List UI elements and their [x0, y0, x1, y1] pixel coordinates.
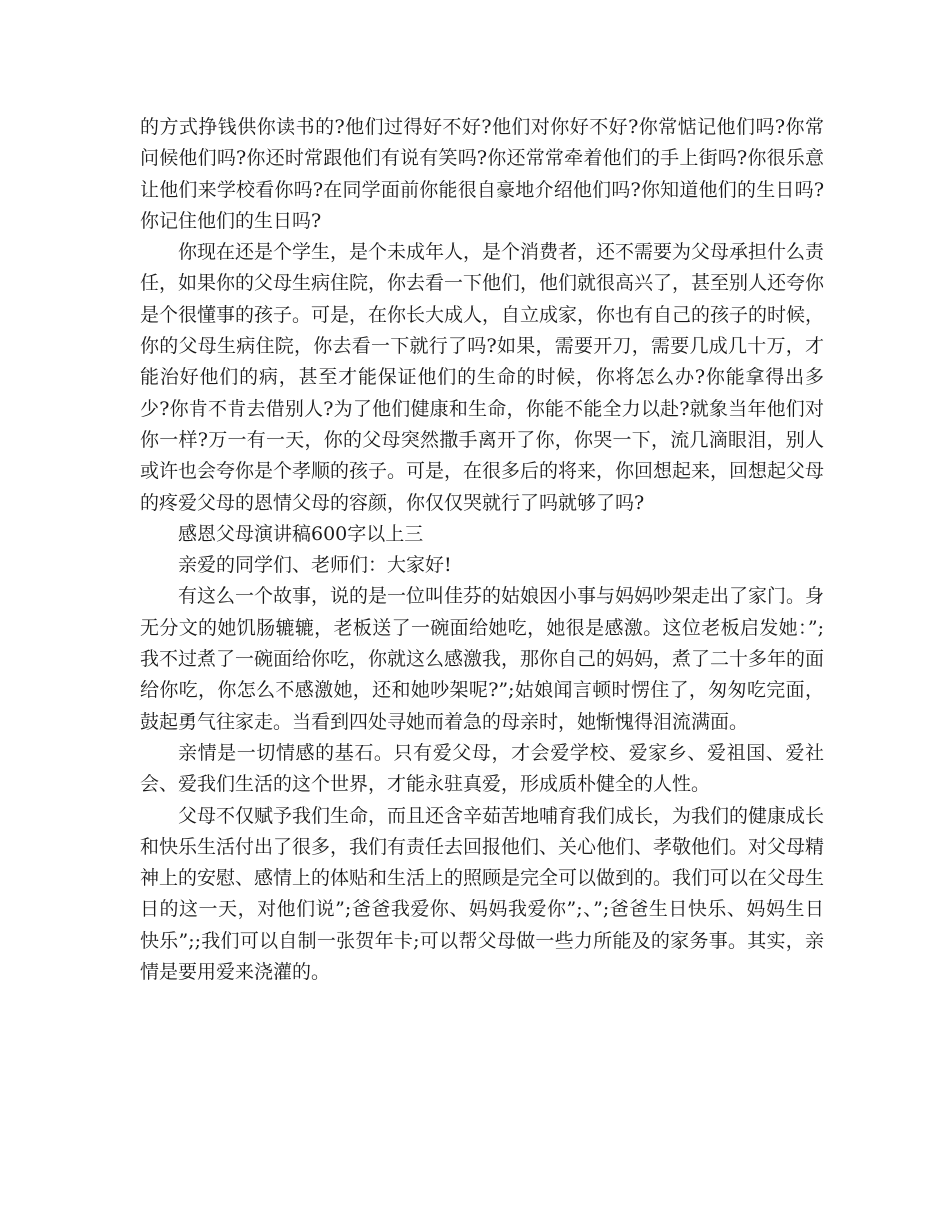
paragraph-continuation: 的方式挣钱供你读书的?他们过得好不好?他们对你好不好?你常惦记他们吗?你常问候他们吗?你还时常跟他们有说有笑吗?你还常常牵着他们的手上街吗?你很乐意让他们来学校看你吗?在同学面前你能很自豪地介绍他们吗?你知道他们的生日吗?你记住他们的生日吗? [140, 116, 824, 232]
paragraph-story: 有这么一个故事，说的是一位叫佳芬的姑娘因小事与妈妈吵架走出了家门。身无分文的她饥肠辘辘，老板送了一碗面给她吃，她很是感激。这位老板启发她：”;我不过煮了一碗面给你吃，你就这么感激我，那你自己的妈妈，煮了二十多年的面给你吃，你怎么不感激她，还和她吵架呢?”;姑娘闻言顿时愣住了，匆匆吃完面，鼓起勇气往家走。当看到四处寻她而着急的母亲时，她惭愧得泪流满面。 [140, 585, 825, 733]
paragraph-repay-parents: 父母不仅赋予我们生命，而且还含辛茹苦地哺育我们成长，为我们的健康成长和快乐生活付出了很多，我们有责任去回报他们、关心他们、孝敬他们。对父母精神上的安慰、感情上的体贴和生活上的照顾是完全可以做到的。我们可以在父母生日的这一天，对他们说”;爸爸我爱你、妈妈我爱你”;、”;爸爸生日快乐、妈妈生日快乐”;;我们可以自制一张贺年卡;可以帮父母做一些力所能及的家务事。其实，亲情是要用爱来浇灌的。 [140, 804, 825, 984]
section-heading: 感恩父母演讲稿600字以上三 [178, 522, 424, 545]
paragraph-student-responsibility: 你现在还是个学生，是个未成年人，是个消费者，还不需要为父母承担什么责任，如果你的父母生病住院，你去看一下他们，他们就很高兴了，甚至别人还夸你是个很懂事的孩子。可是，在你长大成人，自立成家，你也有自己的孩子的时候，你的父母生病住院，你去看一下就行了吗?如果，需要开刀，需要几成几十万，才能治好他们的病，甚至才能保证他们的生命的时候，你将怎么办?你能拿得出多少?你肯不肯去借别人?为了他们健康和生命，你能不能全力以赴?就象当年他们对你一样?万一有一天，你的父母突然撒手离开了你，你哭一下，流几滴眼泪，别人或许也会夸你是个孝顺的孩子。可是，在很多后的将来，你回想起来，回想起父母的疼爱父母的恩情父母的容颜，你仅仅哭就行了吗就够了吗? [140, 241, 825, 514]
greeting-line: 亲爱的同学们、老师们：大家好! [178, 554, 452, 577]
document-body [140, 112, 824, 988]
paragraph-family-foundation: 亲情是一切情感的基石。只有爱父母，才会爱学校、爱家乡、爱祖国、爱社会、爱我们生活的这个世界，才能永驻真爱，形成质朴健全的人性。 [140, 741, 824, 796]
